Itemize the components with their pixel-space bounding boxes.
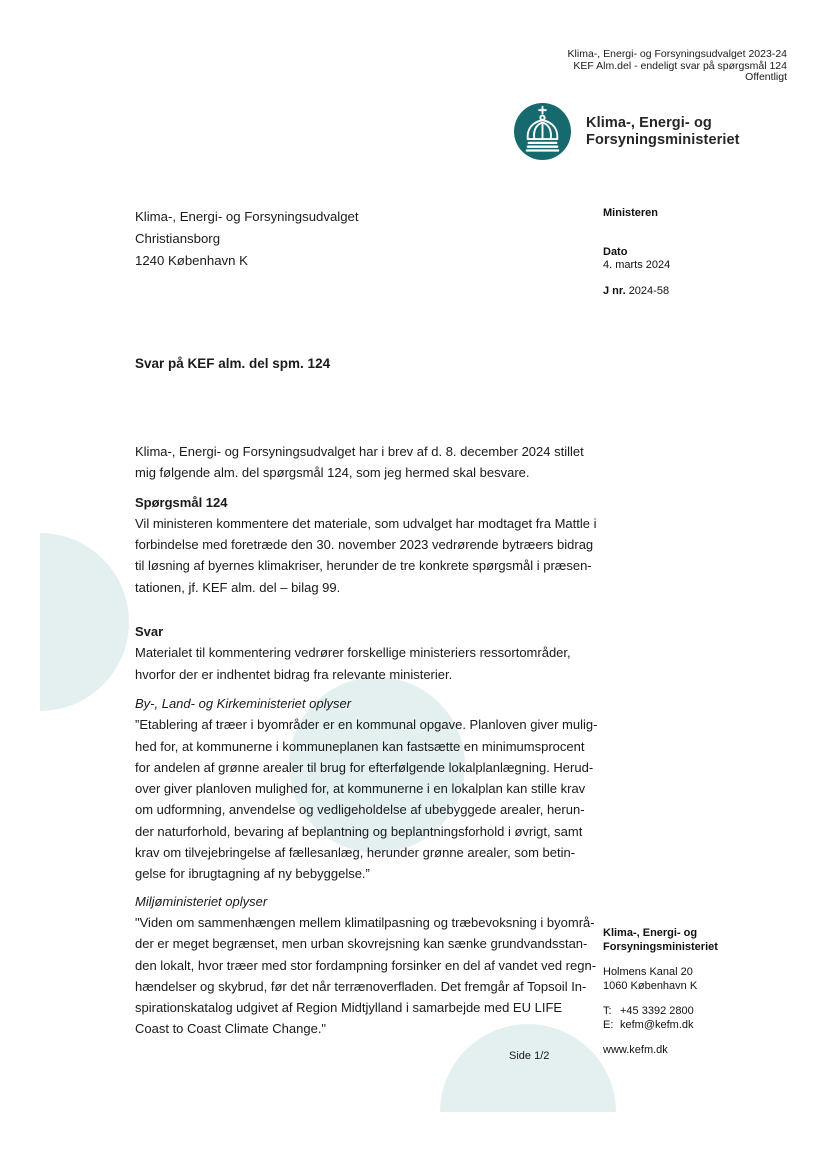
email-value: kefm@kefm.dk [620,1019,694,1031]
ministry-name-line: Forsyningsministeriet [586,131,740,148]
section-heading-answer: Svar [135,624,164,640]
contact-phone-row [603,1004,718,1018]
recipient-line: 1240 København K [135,253,248,268]
letter-meta [603,207,670,298]
page-number: Side 1/2 [509,1050,550,1062]
ministry-name-line: Klima-, Energi- og [586,114,712,131]
answer-paragraph: Materialet til kommentering vedrører forskellige ministeriers ressortområder, hvorfor der er indhentet bidrag fra relevante ministerier. [135,645,571,682]
phone-value: +45 3392 2800 [620,1005,694,1017]
journal-number [603,285,670,298]
subject-line: Svar på KEF alm. del spm. 124 [135,356,331,371]
contact-address-line: Holmens Kanal 20 [603,966,693,978]
contact-address [603,965,718,993]
contact-name-line: Klima-, Energi- og [603,927,698,939]
contact-phone-email [603,1004,718,1032]
ministry-logo-name [586,115,740,149]
section-heading-environment-ministry: Miljøministeriet oplyser [135,893,268,909]
classification-line: Offentligt [745,71,787,83]
letter-body [135,441,675,1040]
date-value: 4. marts 2024 [603,259,671,271]
document-classification [568,49,787,84]
intro-paragraph: Klima-, Energi- og Forsyningsudvalget har i brev af d. 8. december 2024 stillet mig følgende alm. del spørgsmål 124, som jeg hermed skal besvare. [135,444,584,481]
sender-role: Ministeren [603,207,659,219]
contact-address-line: 1060 København K [603,980,698,992]
contact-name-line: Forsyningsministeriet [603,941,718,953]
recipient-address [135,206,359,272]
website: www.kefm.dk [603,1044,668,1056]
date-label: Dato [603,246,628,258]
contact-email-row [603,1018,718,1032]
classification-line: KEF Alm.del - endeligt svar på spørgsmål 124 [573,59,787,72]
contact-ministry-name [603,926,718,954]
ministry-logo [514,103,740,160]
section-heading-church-ministry: By-, Land- og Kirkeministeriet oplyser [135,695,352,711]
phone-label: T: [603,1005,612,1017]
question-paragraph: Vil ministeren kommentere det materiale, som udvalget har modtaget fra Mattle i forbindelse med foretræde den 30. november 2023 vedrørende bytræers bidrag til løsning af byernes klimakriser, herunder de tre konkrete spørgsmål i præsen- tationen, jf. KEF alm. del – bilag 99. [135,515,597,595]
email-label: E: [603,1019,614,1031]
journal-label: J nr. [603,285,626,297]
ministry-contact [603,926,718,1057]
crown-icon [514,103,571,160]
recipient-line: Christiansborg [135,231,221,246]
church-ministry-paragraph: ”Etablering af træer i byområder er en kommunal opgave. Planloven giver mulig- hed for, at kommunerne i kommuneplanen kan fastsætte en minimumsprocent for andelen af grønne arealer til brug for efterfølgende lokalplanlægning. Herud- over giver planloven mulighed for, at kommunerne i en lokalplan kan stille krav om udformning, anvendelse og vedligeholdelse af ubebyggede arealer, herun- der naturforhold, bevaring af beplantning og beplantningsforhold i øvrigt, samt krav om tilvejebringelse af fællesanlæg, herunder grønne arealer, som betin- gelse for ibrugtagning af ny bebyggelse.” [135,717,598,882]
journal-value: 2024-58 [628,285,670,297]
section-heading-question: Spørgsmål 124 [135,494,228,510]
decor-half-circle-left [40,533,129,711]
classification-line: Klima-, Energi- og Forsyningsudvalget 2023-24 [567,48,787,60]
environment-ministry-paragraph: "Viden om sammenhængen mellem klimatilpasning og træbevoksning i byområ- der er meget begrænset, men urban skovrejsning kan sænke grundvandsstan- den lokalt, hvor træer med stor fordampning forsinker en del af vandet ved regn- hændelser og skybrud, før det når terrænoverfladen. Det fremgår af Topsoil In- spirationskatalog udgivet af Region Midtjylland i samarbejde med EU LIFE Coast to Coast Climate Change." [135,914,597,1037]
recipient-line: Klima-, Energi- og Forsyningsudvalget [135,209,359,224]
